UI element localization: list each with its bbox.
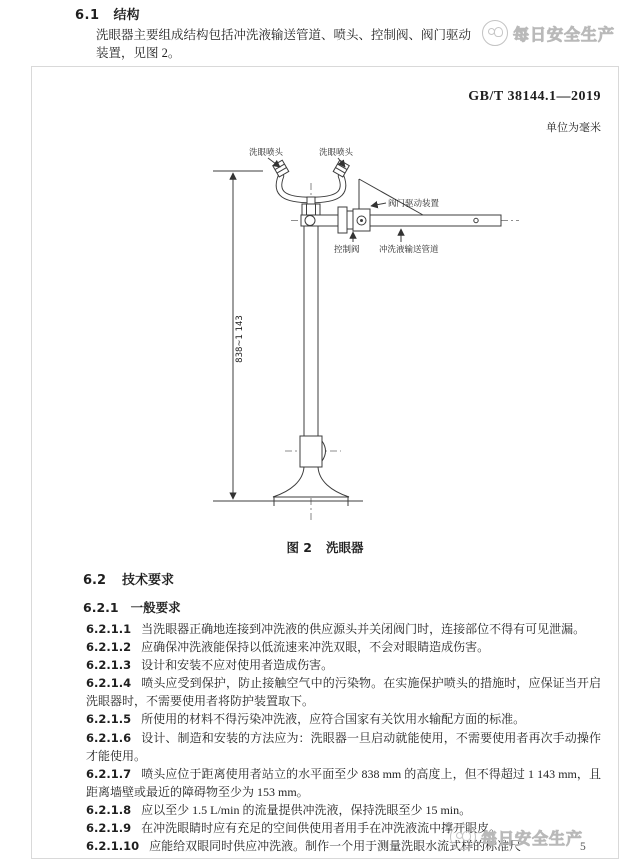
left-spray-head-icon <box>273 160 289 177</box>
intro-paragraph: 洗眼器主要组成结构包括冲洗液输送管道、喷头、控制阀、阀门驱动装置，见图 2。 <box>96 28 472 60</box>
clause-number: 6.2.1.4 <box>86 676 132 691</box>
figure-caption-label: 图 2 <box>286 540 313 555</box>
panda-logo-icon <box>482 20 508 46</box>
standard-code: GB/T 38144.1—2019 <box>468 89 601 104</box>
clause-number: 6.2.1.5 <box>86 712 132 727</box>
section-6-1-heading <box>75 4 140 23</box>
dimension-label: 838~1 143 <box>235 315 245 363</box>
clause-number: 6.2.1.9 <box>86 821 132 836</box>
clause <box>86 638 601 656</box>
panda-logo-icon <box>450 824 476 850</box>
section-title: 结构 <box>113 8 140 23</box>
valve-pin <box>360 219 363 222</box>
hex-nut <box>302 204 320 215</box>
clause <box>86 729 601 765</box>
clause <box>86 656 601 674</box>
page-number: 5 <box>580 841 586 853</box>
section-title: 技术要求 <box>122 573 175 588</box>
clause-text: 应以至少 1.5 L/min 的流量提供冲洗液，保持洗眼至少 15 min。 <box>141 802 472 817</box>
clause-text: 应能给双眼同时供应冲洗液。制作一个用于测量洗眼水流式样的标准尺 <box>149 839 522 854</box>
valve-actuator-arrow <box>371 203 386 206</box>
section-number: 6.1 <box>75 8 100 23</box>
clause <box>86 710 601 728</box>
clause <box>86 801 601 819</box>
clause-list <box>86 620 601 855</box>
clause-number: 6.2.1.10 <box>86 839 140 854</box>
clause-text: 设计和安装不应对使用者造成伤害。 <box>141 658 334 673</box>
control-valve-label: 控制阀 <box>334 245 360 255</box>
valve-actuator-label: 阀门驱动装置 <box>388 199 440 209</box>
clause-text: 设计、制造和安装的方法应为：洗眼器一旦启动就能使用，不需要使用者再次手动操作才能使用。 <box>86 730 601 763</box>
elbow-joint <box>305 216 315 226</box>
clause-number: 6.2.1.3 <box>86 658 132 673</box>
figure-caption <box>32 538 618 556</box>
unit-note: 单位为毫米 <box>546 122 601 134</box>
coupling <box>300 436 322 467</box>
clause-number: 6.2.1.1 <box>86 622 132 636</box>
clause-text: 所使用的材料不得污染冲洗液，应符合国家有关饮用水输配方面的标准。 <box>141 712 526 727</box>
clause-number: 6.2.1.2 <box>86 640 132 655</box>
right-nozzle-label: 洗眼喷头 <box>319 148 354 158</box>
column-pipe <box>304 226 318 436</box>
supply-pipe-label: 冲洗液输送管道 <box>379 245 439 255</box>
figure-caption-title: 洗眼器 <box>326 540 364 555</box>
clause-text: 在冲洗眼睛时应有充足的空间供使用者用手在冲洗液流中撑开眼皮。 <box>141 821 502 836</box>
watermark-top <box>482 20 615 46</box>
clause-number: 6.2.1.8 <box>86 802 132 817</box>
clause <box>86 765 601 801</box>
section-6-2-1-heading <box>83 598 181 616</box>
section-6-2-heading <box>83 569 174 588</box>
coupling-boss <box>322 441 326 461</box>
clause-text: 当洗眼器正确地连接到冲洗液的供应源头并关闭阀门时，连接部位不得有可见泄漏。 <box>141 622 586 636</box>
watermark-bottom <box>450 824 583 850</box>
clause-number: 6.2.1.7 <box>86 766 132 781</box>
watermark-text: 每日安全生产 <box>481 828 584 848</box>
section-number: 6.2 <box>83 573 107 588</box>
section-number: 6.2.1 <box>83 600 119 615</box>
clause-text: 喷头应位于距离使用者站立的水平面至少 838 mm 的高度上，但不得超过 1 143 mm，且距离墙壁或最近的障碍物至少为 153 mm。 <box>86 766 601 799</box>
clause <box>86 674 601 710</box>
supply-pipe <box>301 215 501 226</box>
watermark-text: 每日安全生产 <box>513 24 616 44</box>
section-title: 一般要求 <box>130 600 181 615</box>
clause-text: 喷头应受到保护，防止接触空气中的污染物。在实施保护喷头的措施时，应保证当开启洗眼器时，不需要使用者将防护装置取下。 <box>86 676 601 709</box>
clause-number: 6.2.1.6 <box>86 730 132 745</box>
valve-union <box>347 211 353 229</box>
clause <box>86 620 601 638</box>
clause-text: 应确保冲洗液能保持以低流速来冲洗双眼，不会对眼睛造成伤害。 <box>141 640 490 655</box>
bell-base <box>273 467 349 497</box>
valve-flange <box>338 207 347 233</box>
eyewash-figure <box>211 139 561 539</box>
left-nozzle-label: 洗眼喷头 <box>249 148 284 158</box>
standard-page-frame <box>31 66 619 859</box>
